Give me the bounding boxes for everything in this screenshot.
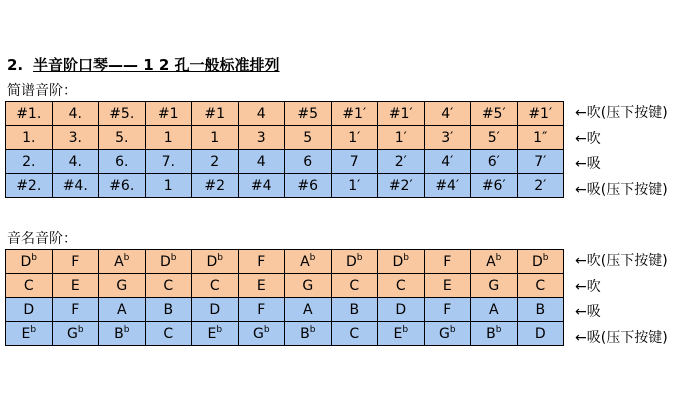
yinming-cell bbox=[424, 250, 471, 274]
note-letter: E bbox=[207, 325, 217, 342]
jianpu-cell: #1 bbox=[192, 102, 239, 126]
row-action-label: ←吸(压下按键) bbox=[575, 181, 668, 198]
jianpu-table bbox=[5, 101, 564, 198]
jianpu-cell: 6. bbox=[99, 150, 146, 174]
yinming-cell bbox=[99, 322, 146, 346]
jianpu-cell: 6 bbox=[285, 150, 332, 174]
jianpu-row-3 bbox=[6, 150, 564, 174]
jianpu-cell: 4 bbox=[238, 150, 285, 174]
note-letter: D bbox=[160, 253, 171, 270]
note-letter: A bbox=[302, 301, 313, 318]
yinming-cell bbox=[471, 274, 518, 298]
note-letter: D bbox=[346, 253, 357, 270]
yinming-cell bbox=[331, 298, 378, 322]
note-letter: C bbox=[395, 277, 406, 294]
note-letter: G bbox=[302, 277, 314, 294]
yinming-cell bbox=[6, 298, 53, 322]
note-letter: E bbox=[393, 325, 403, 342]
yinming-cell bbox=[378, 250, 425, 274]
yinming-cell bbox=[378, 274, 425, 298]
yinming-cell bbox=[285, 298, 332, 322]
yinming-cell bbox=[238, 322, 285, 346]
jianpu-cell: #2. bbox=[6, 174, 53, 198]
note-letter: D bbox=[209, 301, 221, 318]
flat-sign: b bbox=[31, 252, 37, 263]
yinming-cell bbox=[517, 322, 564, 346]
yinming-cell bbox=[331, 322, 378, 346]
flat-sign: b bbox=[170, 252, 177, 263]
jianpu-cell: #5′ bbox=[471, 102, 518, 126]
note-letter: G bbox=[488, 277, 500, 294]
yinming-row-4 bbox=[6, 322, 564, 346]
note-letter: C bbox=[163, 325, 174, 342]
note-letter: D bbox=[532, 253, 543, 270]
yinming-label: 音名音阶： bbox=[7, 231, 77, 247]
jianpu-cell: 4. bbox=[52, 150, 99, 174]
jianpu-cell: #6′ bbox=[471, 174, 518, 198]
yinming-row-3 bbox=[6, 298, 564, 322]
yinming-row-labels bbox=[575, 249, 700, 351]
yinming-cell bbox=[285, 322, 332, 346]
jianpu-cell: 1′ bbox=[331, 174, 378, 198]
note-letter: A bbox=[300, 253, 310, 270]
jianpu-cell: 7. bbox=[145, 150, 192, 174]
yinming-cell bbox=[192, 250, 239, 274]
jianpu-cell: 5 bbox=[285, 126, 332, 150]
yinming-table bbox=[5, 249, 564, 346]
note-letter: C bbox=[349, 325, 360, 342]
yinming-cell bbox=[52, 274, 99, 298]
jianpu-cell: #1. bbox=[6, 102, 53, 126]
yinming-cell bbox=[285, 250, 332, 274]
jianpu-cell: 2 bbox=[192, 150, 239, 174]
flat-sign: b bbox=[77, 324, 84, 335]
jianpu-cell: #1 bbox=[145, 102, 192, 126]
flat-sign: b bbox=[217, 252, 223, 263]
jianpu-cell: 4. bbox=[52, 102, 99, 126]
yinming-cell bbox=[6, 274, 53, 298]
note-letter: F bbox=[443, 301, 452, 318]
flat-sign: b bbox=[402, 324, 409, 335]
flat-sign: b bbox=[309, 324, 316, 335]
yinming-cell bbox=[424, 298, 471, 322]
jianpu-cell: #6. bbox=[99, 174, 146, 198]
row-action-label: ←吹(压下按键) bbox=[575, 105, 668, 121]
flat-sign: b bbox=[495, 252, 502, 263]
jianpu-cell: 7 bbox=[331, 150, 378, 174]
note-letter: A bbox=[114, 253, 124, 270]
yinming-cell bbox=[331, 274, 378, 298]
jianpu-cell: 2′ bbox=[378, 150, 425, 174]
jianpu-cell: 6′ bbox=[471, 150, 518, 174]
jianpu-cell: 3′ bbox=[424, 126, 471, 150]
flat-sign: b bbox=[449, 324, 456, 335]
jianpu-cell: 4′ bbox=[424, 102, 471, 126]
yinming-cell bbox=[145, 250, 192, 274]
yinming-cell bbox=[99, 250, 146, 274]
note-letter: D bbox=[20, 253, 32, 270]
jianpu-cell: 5. bbox=[99, 126, 146, 150]
row-action-label: ←吸 bbox=[575, 304, 601, 320]
note-letter: F bbox=[257, 253, 266, 270]
note-letter: A bbox=[116, 301, 127, 318]
yinming-cell bbox=[285, 274, 332, 298]
yinming-cell bbox=[99, 298, 146, 322]
jianpu-cell: #1′ bbox=[517, 102, 564, 126]
jianpu-cell: #5. bbox=[99, 102, 146, 126]
jianpu-cell: 1″ bbox=[517, 126, 564, 150]
section-title: 半音阶口琴—— 1 2 孔一般标准排列 bbox=[33, 56, 280, 74]
note-letter: F bbox=[257, 301, 266, 318]
note-letter: G bbox=[438, 325, 450, 342]
jianpu-cell: 1 bbox=[192, 126, 239, 150]
note-letter: D bbox=[392, 253, 404, 270]
note-letter: E bbox=[256, 277, 266, 294]
yinming-cell bbox=[238, 250, 285, 274]
jianpu-cell: #4. bbox=[52, 174, 99, 198]
yinming-cell bbox=[6, 250, 53, 274]
flat-sign: b bbox=[123, 324, 130, 335]
flat-sign: b bbox=[123, 252, 130, 263]
flat-sign: b bbox=[403, 252, 409, 263]
note-letter: G bbox=[66, 325, 78, 342]
note-letter: F bbox=[71, 301, 80, 318]
jianpu-cell: 2. bbox=[6, 150, 53, 174]
note-letter: B bbox=[486, 325, 496, 342]
flat-sign: b bbox=[30, 324, 37, 335]
note-letter: E bbox=[442, 277, 452, 294]
yinming-cell bbox=[52, 298, 99, 322]
note-letter: E bbox=[21, 325, 31, 342]
row-action-label: ←吹 bbox=[575, 278, 601, 295]
flat-sign: b bbox=[495, 324, 502, 335]
row-action-label: ←吹(压下按键) bbox=[575, 253, 668, 269]
yinming-cell bbox=[52, 322, 99, 346]
section-heading bbox=[7, 54, 280, 75]
jianpu-cell: 1′ bbox=[378, 126, 425, 150]
note-letter: C bbox=[209, 277, 220, 294]
yinming-cell bbox=[145, 274, 192, 298]
jianpu-cell: 3. bbox=[52, 126, 99, 150]
jianpu-row-2 bbox=[6, 126, 564, 150]
yinming-cell bbox=[6, 322, 53, 346]
yinming-cell bbox=[471, 322, 518, 346]
yinming-cell bbox=[517, 298, 564, 322]
note-letter: B bbox=[349, 301, 360, 318]
yinming-cell bbox=[471, 250, 518, 274]
note-letter: D bbox=[534, 325, 546, 342]
jianpu-cell: #4 bbox=[238, 174, 285, 198]
jianpu-row-labels bbox=[575, 101, 700, 203]
jianpu-row-1 bbox=[6, 102, 564, 126]
yinming-cell bbox=[517, 250, 564, 274]
note-letter: B bbox=[163, 301, 174, 318]
flat-sign: b bbox=[216, 324, 223, 335]
yinming-cell bbox=[471, 298, 518, 322]
note-letter: C bbox=[535, 277, 546, 294]
note-letter: C bbox=[23, 277, 34, 294]
flat-sign: b bbox=[356, 252, 363, 263]
yinming-cell bbox=[238, 274, 285, 298]
yinming-cell bbox=[52, 250, 99, 274]
jianpu-cell: #1′ bbox=[378, 102, 425, 126]
yinming-cell bbox=[517, 274, 564, 298]
note-letter: G bbox=[116, 277, 128, 294]
jianpu-cell: 1 bbox=[145, 126, 192, 150]
note-letter: D bbox=[206, 253, 218, 270]
yinming-cell bbox=[331, 250, 378, 274]
flat-sign: b bbox=[542, 252, 549, 263]
note-letter: B bbox=[300, 325, 310, 342]
jianpu-cell: 7′ bbox=[517, 150, 564, 174]
jianpu-cell: 1′ bbox=[331, 126, 378, 150]
section-number: 2. bbox=[7, 56, 24, 74]
jianpu-cell: 3 bbox=[238, 126, 285, 150]
flat-sign: b bbox=[263, 324, 270, 335]
note-letter: G bbox=[252, 325, 264, 342]
note-letter: F bbox=[71, 253, 80, 270]
yinming-row-2 bbox=[6, 274, 564, 298]
yinming-cell bbox=[145, 322, 192, 346]
yinming-cell bbox=[145, 298, 192, 322]
note-letter: A bbox=[488, 301, 499, 318]
yinming-cell bbox=[192, 274, 239, 298]
jianpu-cell: 1 bbox=[145, 174, 192, 198]
jianpu-cell: #4′ bbox=[424, 174, 471, 198]
jianpu-cell: #1′ bbox=[331, 102, 378, 126]
jianpu-cell: 1. bbox=[6, 126, 53, 150]
yinming-cell bbox=[378, 322, 425, 346]
note-letter: C bbox=[349, 277, 360, 294]
yinming-cell bbox=[99, 274, 146, 298]
note-letter: D bbox=[23, 301, 35, 318]
note-letter: B bbox=[535, 301, 546, 318]
yinming-cell bbox=[378, 298, 425, 322]
jianpu-cell: #2 bbox=[192, 174, 239, 198]
yinming-cell bbox=[424, 322, 471, 346]
jianpu-label: 简谱音阶： bbox=[7, 83, 77, 99]
note-letter: E bbox=[70, 277, 80, 294]
jianpu-row-4 bbox=[6, 174, 564, 198]
jianpu-cell: 4 bbox=[238, 102, 285, 126]
jianpu-cell: #2′ bbox=[378, 174, 425, 198]
jianpu-cell: #6 bbox=[285, 174, 332, 198]
jianpu-cell: 2′ bbox=[517, 174, 564, 198]
row-action-label: ←吸 bbox=[575, 156, 601, 172]
note-letter: B bbox=[114, 325, 124, 342]
row-action-label: ←吹 bbox=[575, 130, 601, 147]
yinming-cell bbox=[192, 322, 239, 346]
yinming-cell bbox=[238, 298, 285, 322]
note-letter: D bbox=[395, 301, 407, 318]
yinming-row-1 bbox=[6, 250, 564, 274]
flat-sign: b bbox=[309, 252, 316, 263]
note-letter: A bbox=[486, 253, 496, 270]
row-action-label: ←吸(压下按键) bbox=[575, 329, 668, 346]
note-letter: C bbox=[163, 277, 174, 294]
jianpu-cell: #5 bbox=[285, 102, 332, 126]
yinming-cell bbox=[424, 274, 471, 298]
yinming-cell bbox=[192, 298, 239, 322]
note-letter: F bbox=[443, 253, 452, 270]
jianpu-cell: 4′ bbox=[424, 150, 471, 174]
jianpu-cell: 5′ bbox=[471, 126, 518, 150]
